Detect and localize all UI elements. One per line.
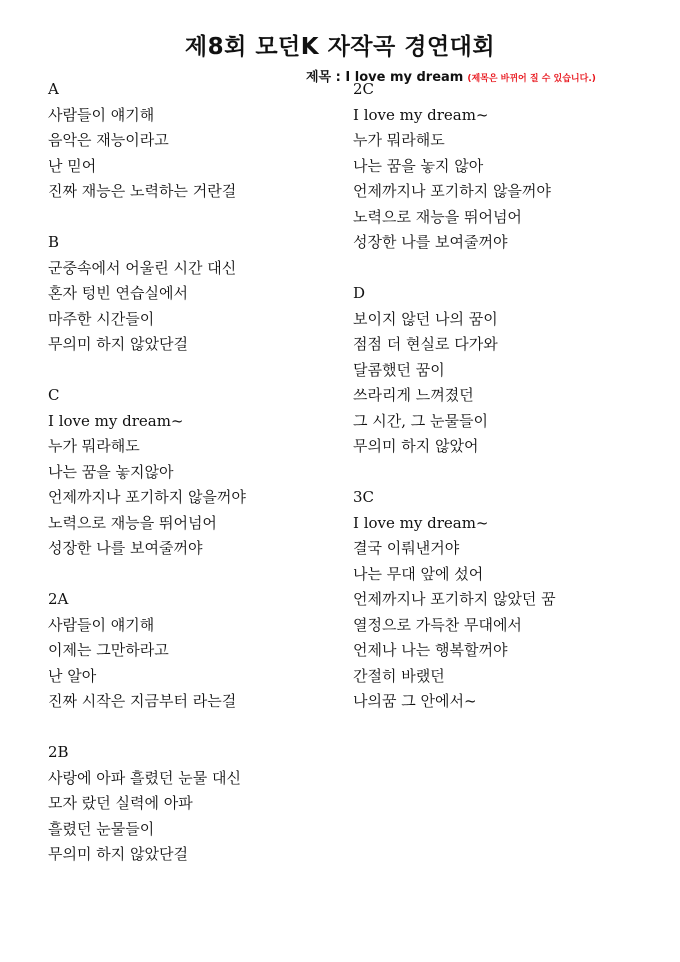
lyric-line: 흘렸던 눈물들이 [48,819,155,838]
lyric-line: 간절히 바랬던 [353,666,445,685]
lyrics-column-left [48,77,348,868]
lyric-line: 언제까지나 포기하지 않을꺼야 [353,182,551,200]
lyric-line: I love my dream~ [353,513,489,532]
lyric-line: 나는 꿈을 놓지 않아 [353,156,484,175]
song-title-label: 제목 : [306,70,341,85]
lyric-line: 난 믿어 [48,156,97,175]
lyric-line: 노력으로 재능을 뛰어넘어 [48,513,217,532]
lyric-line: 이제는 그만하라고 [48,641,169,659]
lyric-line: 나는 꿈을 놓지않아 [48,462,174,481]
lyric-line: 나의꿈 그 안에서~ [353,692,477,710]
song-title: I love my dream [345,70,464,85]
page-title: 제8회 모던K 자작곡 경연대회 [184,34,496,60]
lyric-line: 무의미 하지 않았단걸 [48,845,188,863]
lyrics-section [48,740,348,868]
lyric-line: 열정으로 가득찬 무대에서 [353,615,522,634]
lyric-line: 모자 랐던 실력에 아파 [48,794,193,812]
lyric-line: I love my dream~ [48,411,184,430]
lyric-line: 쓰라리게 느껴졌던 [353,386,474,404]
lyric-line: 보이지 않던 나의 꿈이 [353,309,498,328]
lyric-line: 무의미 하지 않았어 [353,437,479,455]
section-label: C [48,386,60,404]
lyric-line: 언제나 나는 행복할꺼야 [353,641,508,659]
lyric-line: 점점 더 현실로 다가와 [353,335,498,353]
lyrics-section [48,230,348,358]
lyric-line: 혼자 텅빈 연습실에서 [48,284,188,302]
section-label: A [48,80,59,98]
lyric-line: 마주한 시간들이 [48,309,155,328]
lyrics-section [48,383,348,562]
song-title-note: (제목은 바뀌어 질 수 있습니다.) [467,74,596,84]
lyrics-section [48,587,348,715]
lyric-line: 누가 뭐라해도 [48,437,140,455]
lyric-line: 성장한 나를 보여줄꺼야 [48,539,203,557]
lyric-line: I love my dream~ [353,105,489,124]
section-label: 3C [353,488,375,506]
lyric-line: 누가 뭐라해도 [353,131,445,149]
section-label: D [353,284,366,302]
section-label: B [48,233,60,251]
lyric-line: 결국 이뤄낸거야 [353,539,460,557]
lyric-line: 군중속에서 어울린 시간 대신 [48,258,237,277]
lyric-line: 사람들이 얘기해 [48,105,155,124]
lyrics-section [48,77,348,205]
lyric-line: 그 시간, 그 눈물들이 [353,411,488,430]
section-label: 2B [48,743,69,761]
lyric-line: 무의미 하지 않았단걸 [48,335,188,353]
lyric-line: 나는 무대 앞에 섰어 [353,564,484,583]
lyric-line: 음악은 재능이라고 [48,131,169,149]
section-label: 2C [353,80,375,98]
lyric-line: 진짜 시작은 지금부터 라는걸 [48,692,237,710]
lyric-line: 언제까지나 포기하지 않을꺼야 [48,488,246,506]
lyric-line: 달콤했던 꿈이 [353,360,445,379]
lyric-line: 노력으로 재능을 뛰어넘어 [353,207,522,226]
lyrics-column-right [353,77,653,715]
lyric-line: 진짜 재능은 노력하는 거란걸 [48,182,237,200]
lyric-line: 사랑에 아파 흘렸던 눈물 대신 [48,768,241,787]
lyric-line: 사람들이 얘기해 [48,615,155,634]
lyrics-section [353,77,653,256]
lyrics-section [353,281,653,460]
lyrics-section [353,485,653,715]
section-label: 2A [48,590,69,608]
lyric-line: 성장한 나를 보여줄꺼야 [353,233,508,251]
lyric-line: 언제까지나 포기하지 않았던 꿈 [353,590,556,608]
lyric-line: 난 알아 [48,666,97,685]
